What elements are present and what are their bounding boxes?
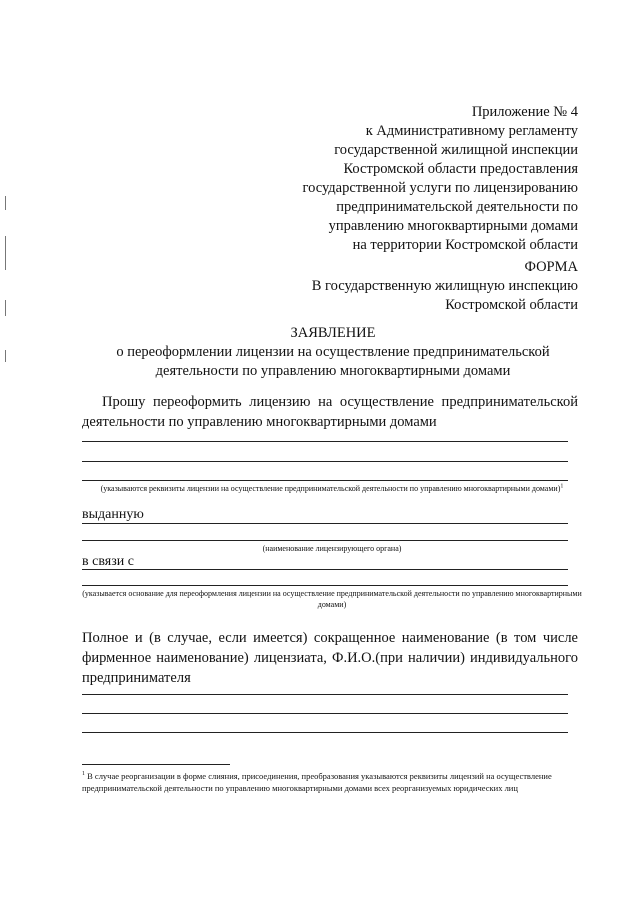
appendix-line: управлению многоквартирными домами (328, 218, 578, 234)
issued-field-line[interactable] (82, 523, 568, 524)
title-heading: ЗАЯВЛЕНИЕ (290, 325, 376, 341)
appendix-line: Приложение № 4 (471, 104, 578, 120)
footnote-rule (82, 764, 230, 765)
appendix-line: Костромской области предоставления (343, 161, 578, 177)
document-title (0, 324, 640, 381)
appendix-line: предпринимательской деятельности по (336, 199, 578, 215)
appendix-line: на территории Костромской области (352, 237, 578, 253)
licensee-paragraph: Полное и (в случае, если имеется) сокращенное наименование (в том числе фирменное наименование) лицензиата, Ф.И.О.(при наличии) индивидуального предпринимателя (82, 630, 578, 686)
reason-caption: (указывается основание для переоформления лицензии на осуществление предпринимательской деятельности по управлению многоквартирными домами) (82, 589, 582, 609)
footnote-mark: 1 (82, 771, 85, 778)
appendix-line: государственной услуги по лицензированию (302, 180, 578, 196)
licensee-field-line[interactable] (82, 694, 568, 695)
appendix-line: к Административному регламенту (365, 123, 578, 139)
reason-field-line[interactable] (82, 585, 568, 586)
addressee-line: Костромской области (445, 297, 578, 313)
issuer-field-line[interactable] (82, 540, 568, 541)
title-subtitle: деятельности по управлению многоквартирными домами (155, 363, 511, 379)
form-label: ФОРМА (524, 259, 578, 275)
reason-field-line[interactable] (82, 569, 568, 570)
scan-edge-mark (5, 300, 6, 316)
reason-label: в связи с (82, 554, 134, 569)
footnote-mark: 1 (560, 483, 564, 490)
request-paragraph: Прошу переоформить лицензию на осуществление предпринимательской деятельности по управлению многоквартирными домами (82, 394, 578, 430)
footnote-text: В случае реорганизации в форме слияния, присоединения, преобразования указываются реквизиты лицензий на осуществление предпринимательской деятельности по управлению многоквартирными домами всех реорганизуемых юридических лиц (82, 771, 552, 793)
scan-edge-mark (5, 196, 6, 210)
license-field-line[interactable] (82, 480, 568, 481)
license-field-line[interactable] (82, 461, 568, 462)
issuer-caption: (наименование лицензирующего органа) (262, 544, 402, 553)
appendix-line: государственной жилищной инспекции (334, 142, 578, 158)
footnote (82, 770, 578, 794)
license-caption: (указываются реквизиты лицензии на осуществление предпринимательской деятельности по управлению многоквартирными домами)$^1$ (100, 483, 564, 493)
form-addressee-block (312, 258, 578, 315)
license-field-line[interactable] (82, 441, 568, 442)
licensee-field-line[interactable] (82, 713, 568, 714)
appendix-header (238, 103, 578, 255)
scan-edge-mark (5, 236, 6, 270)
licensee-field-line[interactable] (82, 732, 568, 733)
addressee-line: В государственную жилищную инспекцию (311, 278, 578, 294)
issued-label: выданную (82, 507, 144, 522)
title-subtitle: о переоформлении лицензии на осуществление предпринимательской (116, 344, 550, 360)
